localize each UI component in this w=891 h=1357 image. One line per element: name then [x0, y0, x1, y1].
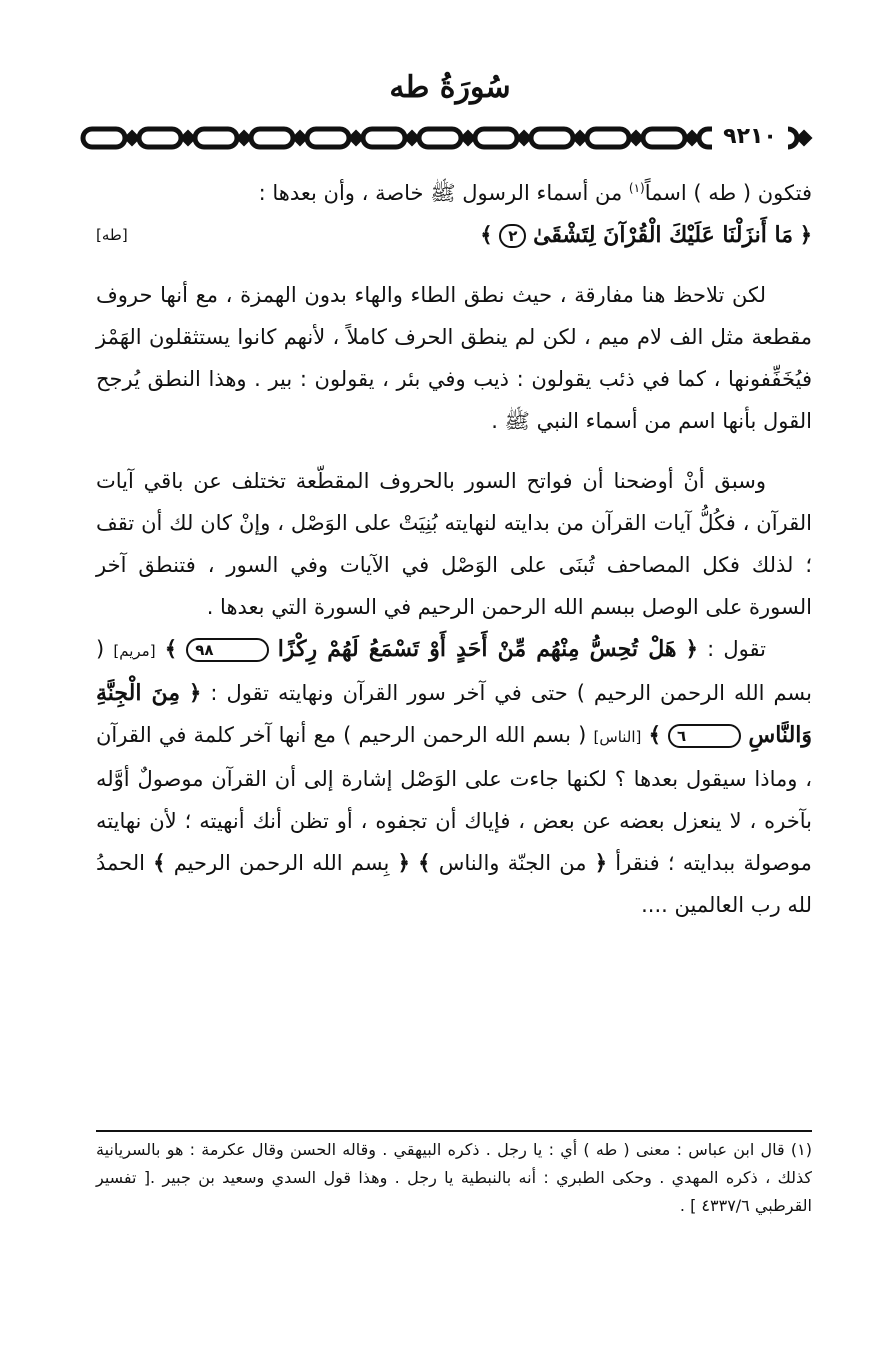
paragraph-4: تقول : ﴿ هَلْ تُحِسُّ مِنْهُم مِّنْ أَحَدٍ أَوْ تَسْمَعُ لَهُمْ رِكْزًا ٩٨ ﴾ [مريم] ( بسم الله الرحمن الرحيم ) حتى في آخر سور القرآن ونهايته تقول : ﴿ مِنَ الْجِنَّةِ وَالنَّاسِ ٦ ﴾ [الناس] ( بسم الله الرحمن الرحيم ) مع أنها آخر كلمة في القرآن ، وماذا سيقول بعدها ؟ لكنها جاءت على الوَصْل إشارة إلى أن القرآن موصولٌ أوَّله بآخره ، لا ينعزل بعضه عن بعض ، فإياك أن تجفوه ، أو تظن أنك أنهيته ؛ لأن نهايته موصولة ببدايته ؛ فنقرأ ﴿ من الجنّة والناس ﴾ ﴿ بِسم الله الرحمن الرحيم ﴾ الحمدُ لله رب العالمين ....: [96, 636, 813, 917]
verse-line: [طه] ﴿ مَا أَنزَلْنَا عَلَيْكَ الْقُرْآنَ لِتَشْقَىٰ ٢ ﴾: [96, 214, 812, 256]
paragraph-2: لكن تلاحظ هنا مفارقة ، حيث نطق الطاء والهاء بدون الهمزة ، مع أنها حروف مقطعة مثل الف لام ميم ، لكن لم ينطق الحرف كاملاً ، لأنهم كانوا يستثقلون الهَمْز فيُخَفِّفونها ، كما في ذئب يقولون : ذيب وفي بئر ، يقولون : بير . وهذا النطق يُرجح القول بأنها اسم من أسماء النبي ﷺ .: [96, 283, 812, 433]
surah-reference: [طه]: [96, 226, 128, 244]
ayah-number: ٢: [499, 224, 526, 248]
quran-verse: مَا أَنزَلْنَا عَلَيْكَ الْقُرْآنَ لِتَشْقَىٰ: [533, 222, 793, 248]
footnote-marker: (١): [628, 181, 645, 195]
paragraph-1: فتكون ( طه ) اسماً$^{(١)}$ من أسماء الرسول ﷺ خاصة ، وأن بعدها :: [258, 181, 812, 205]
footnote: [96, 1136, 812, 1220]
footnote-text: (١) قال ابن عباس : معنى ( طه ) أي : يا رجل . ذكره البيهقي . وقاله الحسن وقال عكرمة : هو بالسريانية كذلك ، ذكره المهدي . وحكى الطبري : أنه بالنبطية يا رجل . وهذا قول السدي وسعيد بن جبير .[ تفسير القرطبي ٤٣٣٧/٦ ] .: [96, 1140, 812, 1215]
ayah-number: ٩٨: [186, 638, 268, 662]
surah-reference: [مريم]: [113, 642, 156, 660]
page-number: ٩٢١٠: [712, 122, 788, 152]
footnote-divider: [96, 1130, 812, 1132]
paragraph-3: وسبق أنْ أوضحنا أن فواتح السور بالحروف المقطّعة تختلف عن باقي آيات القرآن ، فكُلُّ آيات القرآن من بدايته لنهايته بُنِيَتْ على الوَصْل ، وإنْ كان لك أن تقف ؛ لذلك فكل المصاحف تُبنَى على الوَصْل في الآيات وفي السور ، فتنطق آخر السورة على الوصل ببسم الله الرحمن الرحيم في السورة التي بعدها .: [96, 469, 812, 619]
surah-reference: [الناس]: [593, 728, 642, 746]
surah-title: سُورَةُ طه: [389, 70, 511, 105]
main-text: [96, 172, 812, 926]
quran-verse: هَلْ تُحِسُّ مِنْهُم مِّنْ أَحَدٍ أَوْ تَسْمَعُ لَهُمْ رِكْزًا: [277, 636, 677, 662]
quran-verse: مِنَ الْجِنَّةِ وَالنَّاسِ: [96, 680, 813, 748]
ayah-number: ٦: [668, 724, 741, 748]
